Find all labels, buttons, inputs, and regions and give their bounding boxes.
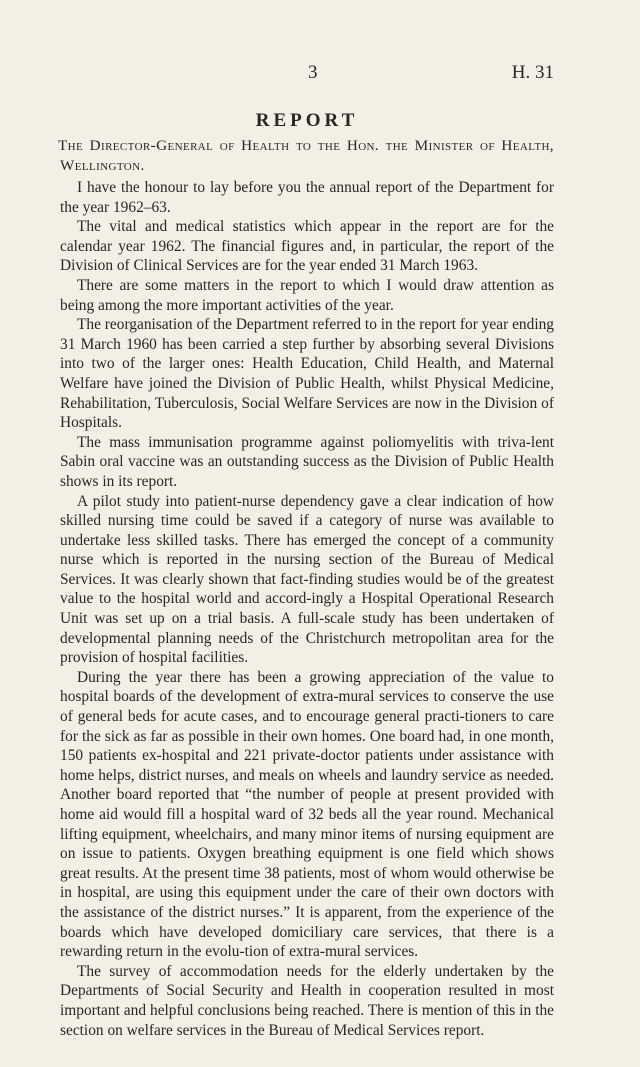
report-title: REPORT (255, 110, 359, 131)
paragraph-extra-mural: During the year there has been a growing appreciation of the value to hospital boards of the development of extra-mural services to conserve the use of general beds for acute cases, and to encourage general practi-tioners to care for the sick as far as possible in their own homes. One board had, in one month, 150 patients ex-hospital and 221 private-doctor patients under assistance with home helps, district nurses, and meals on wheels and laundry service as needed. Another board reported that “the number of people at present provided with home aid would fill a hospital ward of 32 beds all the year round. Mechanical lifting equipment, wheelchairs, and many minor items of nursing equipment are on issue to patients. Oxygen breathing equipment is one field which shows great results. At the present time 38 patients, most of whom would otherwise be in hospital, are using this equipment under the care of their own doctors with the assistance of the district nurses.” It is apparent, from the experience of the boards which have developed domiciliary care services, that there is a rewarding return in the evolu-tion of extra-mural services. (60, 668, 554, 961)
paragraph-matters: There are some matters in the report to which I would draw attention as being among the more important activities of the year. (60, 276, 554, 314)
paragraph-pilot-study: A pilot study into patient-nurse dependency gave a clear indication of how skilled nursing time could be saved if a category of nurse was available to undertake less skilled tasks. There has emerged the concept of a community nurse which is reported in the nursing section of the Bureau of Medical Services. It was clearly shown that fact-finding studies would be of the greatest value to the hospital world and accord-ingly a Hospital Operational Research Unit was set up on a trial basis. A full-scale study has been undertaken of developmental planning needs of the Christchurch metropolitan area for the provision of hospital facilities. (60, 492, 554, 667)
report-page (60, 62, 554, 1040)
paragraph-elderly-survey: The survey of accommodation needs for the elderly undertaken by the Departments of Social Security and Health in cooperation resulted in most important and helpful conclusions being reached. There is mention of this in the section on welfare services in the Bureau of Medical Services report. (60, 962, 554, 1039)
paragraph-reorganisation: The reorganisation of the Department referred to in the report for year ending 31 March 1960 has been carried a step further by absorbing several Divisions into two of the larger ones: Health Education, Child Health, and Maternal Welfare have joined the Division of Public Health, whilst Physical Medicine, Rehabilitation, Tuberculosis, Social Welfare Services are now in the Division of Hospitals. (60, 316, 554, 432)
page-number: 3 (308, 62, 318, 83)
document-reference: H. 31 (511, 62, 554, 83)
paragraph-introduction: I have the honour to lay before you the annual report of the Department for the year 1962–63. (60, 179, 554, 216)
addressee-line: The Director-General of Health to the Hon. the Minister of Health, Wellington. (58, 137, 554, 174)
paragraph-statistics: The vital and medical statistics which appear in the report are for the calendar year 1962. The financial figures and, in particular, the report of the Division of Clinical Services are for the year ended 31 March 1963. (60, 218, 554, 275)
paragraph-immunisation: The mass immunisation programme against poliomyelitis with triva-lent Sabin oral vaccine was an outstanding success as the Division of Public Health shows in its report. (60, 433, 554, 490)
running-header (60, 62, 554, 88)
